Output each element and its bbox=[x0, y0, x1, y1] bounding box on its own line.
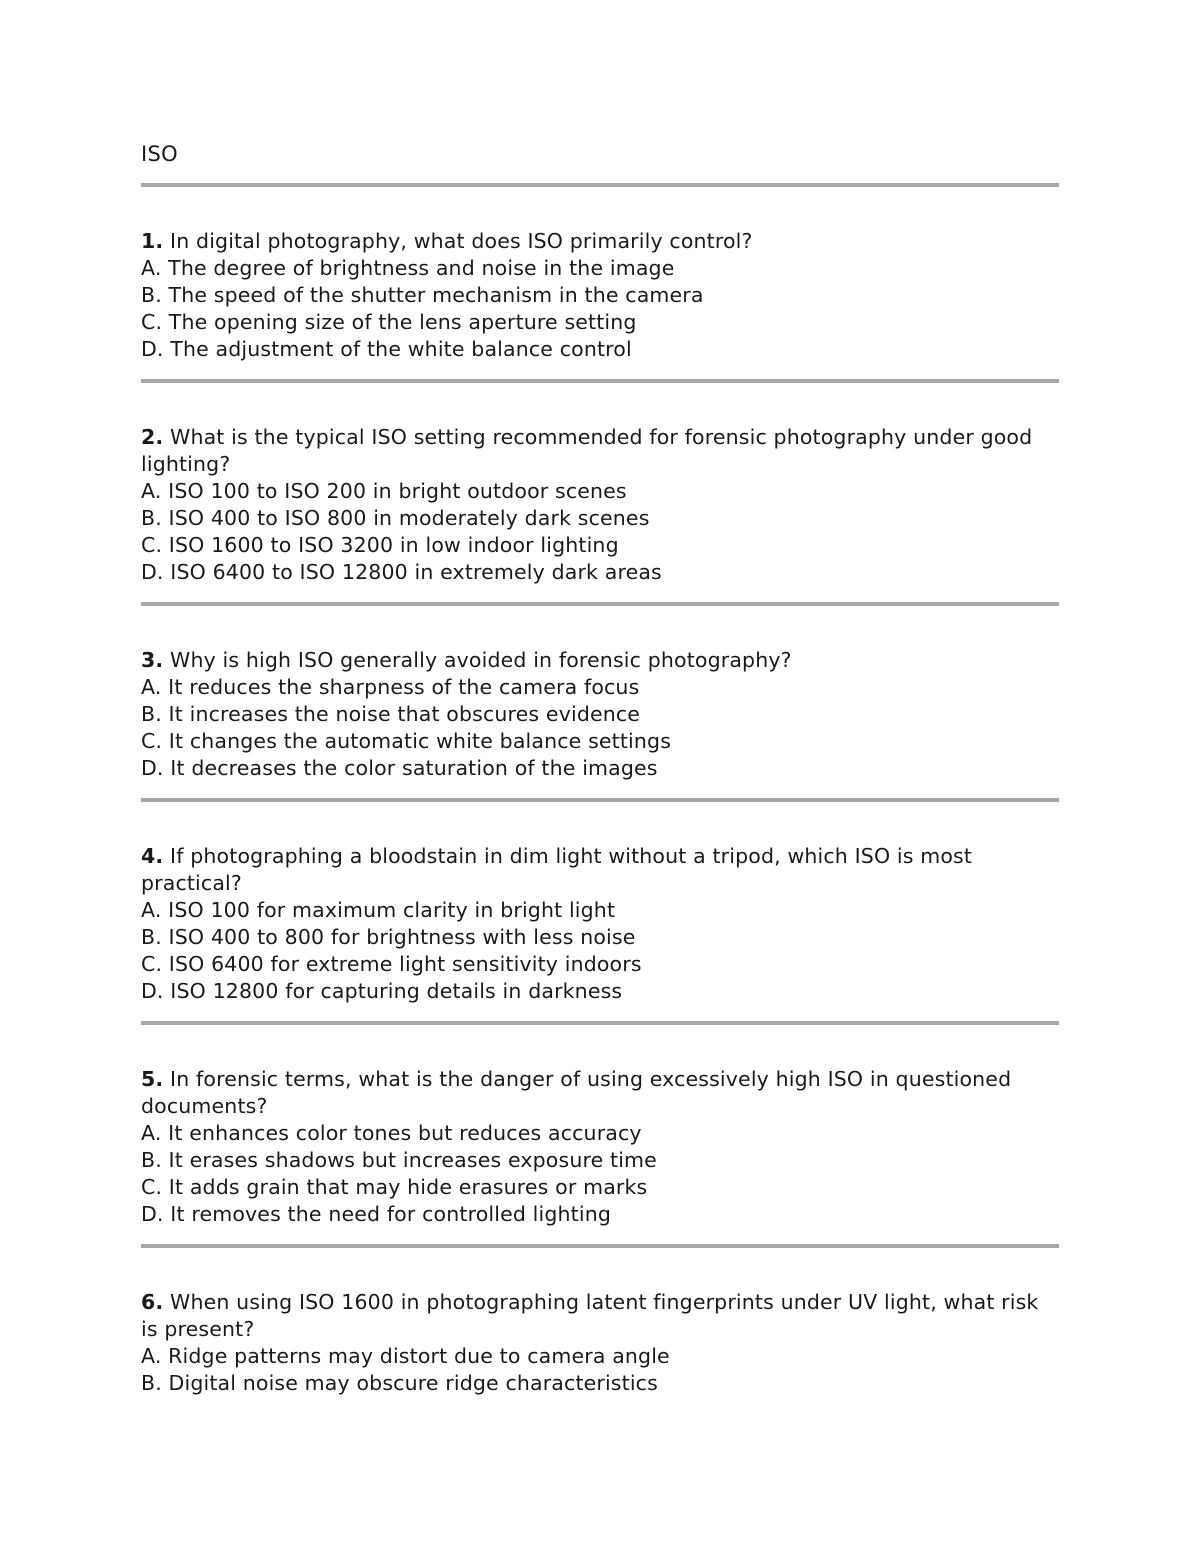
question-block bbox=[141, 1248, 1059, 1413]
question-text bbox=[141, 647, 1059, 674]
document-page bbox=[141, 140, 1059, 1413]
answer-option: A. It reduces the sharpness of the camera focus bbox=[141, 675, 640, 699]
question-number: 1. bbox=[141, 229, 164, 253]
answer-option: A. It enhances color tones but reduces accuracy bbox=[141, 1121, 642, 1145]
answer-option: D. It removes the need for controlled lighting bbox=[141, 1202, 612, 1226]
question-stem: In digital photography, what does ISO primarily control? bbox=[163, 229, 753, 253]
answer-option: C. It changes the automatic white balance settings bbox=[141, 729, 672, 753]
answer-option: D. ISO 6400 to ISO 12800 in extremely dark areas bbox=[141, 560, 662, 584]
question-text bbox=[141, 843, 1059, 897]
question-block bbox=[141, 606, 1059, 798]
answer-option: D. It decreases the color saturation of the images bbox=[141, 756, 658, 780]
question-stem: If photographing a bloodstain in dim light without a tripod, which ISO is most practical? bbox=[141, 844, 973, 895]
question-number: 6. bbox=[141, 1290, 164, 1314]
answer-option: A. Ridge patterns may distort due to camera angle bbox=[141, 1344, 670, 1368]
question-number: 3. bbox=[141, 648, 164, 672]
question-text bbox=[141, 1289, 1059, 1343]
question-text bbox=[141, 1066, 1059, 1120]
answer-option: A. ISO 100 to ISO 200 in bright outdoor scenes bbox=[141, 479, 627, 503]
answer-option: C. ISO 6400 for extreme light sensitivity indoors bbox=[141, 952, 642, 976]
question-number: 4. bbox=[141, 844, 164, 868]
question-block bbox=[141, 187, 1059, 379]
question-text bbox=[141, 424, 1059, 478]
answer-option: C. The opening size of the lens aperture setting bbox=[141, 310, 637, 334]
question-stem: In forensic terms, what is the danger of using excessively high ISO in questioned documents? bbox=[141, 1067, 1012, 1118]
question-text bbox=[141, 228, 1059, 255]
answer-option: B. It erases shadows but increases exposure time bbox=[141, 1148, 657, 1172]
answer-option: B. ISO 400 to ISO 800 in moderately dark scenes bbox=[141, 506, 650, 530]
question-block bbox=[141, 383, 1059, 602]
question-number: 2. bbox=[141, 425, 164, 449]
question-block bbox=[141, 1025, 1059, 1244]
question-stem: Why is high ISO generally avoided in forensic photography? bbox=[163, 648, 792, 672]
document-title: ISO bbox=[141, 142, 178, 166]
answer-option: B. It increases the noise that obscures evidence bbox=[141, 702, 641, 726]
answer-option: C. ISO 1600 to ISO 3200 in low indoor lighting bbox=[141, 533, 619, 557]
answer-option: A. The degree of brightness and noise in the image bbox=[141, 256, 675, 280]
question-block bbox=[141, 802, 1059, 1021]
answer-option: B. The speed of the shutter mechanism in the camera bbox=[141, 283, 704, 307]
answer-option: B. ISO 400 to 800 for brightness with less noise bbox=[141, 925, 636, 949]
answer-option: A. ISO 100 for maximum clarity in bright light bbox=[141, 898, 616, 922]
answer-option: B. Digital noise may obscure ridge characteristics bbox=[141, 1371, 658, 1395]
question-stem: When using ISO 1600 in photographing latent fingerprints under UV light, what risk is present? bbox=[141, 1290, 1039, 1341]
question-stem: What is the typical ISO setting recommended for forensic photography under good lighting? bbox=[141, 425, 1033, 476]
answer-option: D. ISO 12800 for capturing details in darkness bbox=[141, 979, 623, 1003]
answer-option: C. It adds grain that may hide erasures or marks bbox=[141, 1175, 648, 1199]
answer-option: D. The adjustment of the white balance control bbox=[141, 337, 632, 361]
question-number: 5. bbox=[141, 1067, 164, 1091]
